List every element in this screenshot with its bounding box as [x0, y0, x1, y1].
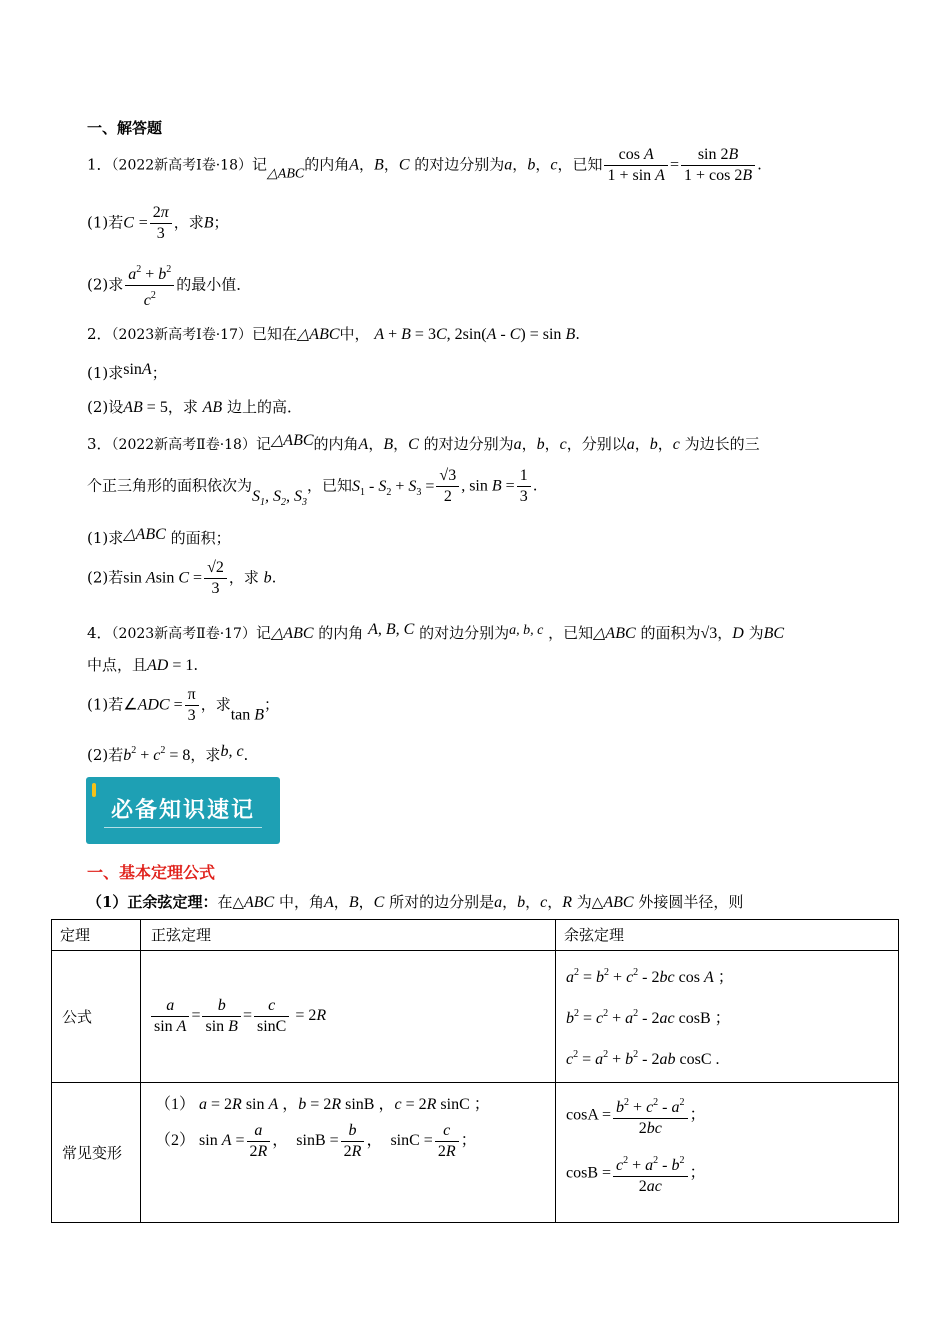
q3-text: 为边长的三	[684, 435, 760, 453]
header-theorem: 定理	[60, 926, 91, 944]
q3-triangle: △ABC	[270, 432, 314, 449]
knowledge-banner	[86, 777, 280, 844]
header-sine-law: 正弦定理	[151, 926, 212, 944]
q3-part2-suffix: ，求	[228, 568, 259, 587]
q4-part1-prefix: (1)若	[87, 695, 124, 714]
q2-part2: (2)设AB = 5，求 AB 边上的高．	[87, 398, 302, 416]
q3-part1: (1)求△ABC 的面积；	[87, 526, 231, 547]
q2-source: （2023新高考Ⅰ卷·17）	[111, 327, 252, 343]
q2-part2-suffix: 边上的高．	[226, 398, 302, 416]
cosine-law-c: $c^2 = a^2 + b^2 - 2ab$ cosC .	[566, 1049, 720, 1068]
cosine-law-b: $b^2 = c^2 + a^2 - 2ac$ cosB ；	[566, 1008, 731, 1027]
theorem-intro-text: 所对的边分别是	[389, 893, 495, 911]
theorem-intro: （1）正余弦定理：在△ABC 中，角A，B，C 所对的边分别是a，b，c，R 为△ABC 外接圆半径，则	[87, 893, 744, 911]
q3-text: 记	[255, 435, 271, 453]
q2-text: 中，	[339, 325, 370, 343]
q1-text: 的内角	[304, 155, 350, 174]
table-row-formula	[52, 951, 899, 1083]
q3-part1-prefix: (1)求	[87, 529, 124, 547]
row-variants-label: 常见变形	[62, 1144, 123, 1162]
q3-part1-suffix: 的面积；	[170, 529, 231, 547]
q4-part1-suffix: ，求	[200, 695, 231, 714]
sine-law-formula: $\frac{a}{\text{sin A}}$ = $\frac{b}{\text{sin B}}$ = $\frac{c}{\sin C}$ = 2R	[141, 996, 555, 1037]
theorem-intro-label: （1）正余弦定理：	[87, 893, 218, 911]
banner-title: 必备知识速记	[110, 798, 255, 823]
q1-source: （2022新高考Ⅰ卷·18）	[111, 157, 252, 174]
q4-text: 中点，且	[87, 656, 148, 674]
theorem-intro-text: 外接圆半径，则	[638, 893, 744, 911]
q1-formula-right: $\frac{\sin 2B}{1 + \cos 2B}$	[681, 145, 755, 186]
q3-text: ，分别以	[566, 435, 627, 453]
cos-b-variant: cosB = $\frac{c^2 + a^2 - b^2}{2ac}$ ；	[566, 1151, 888, 1197]
q3-text: 个正三角形的面积依次为	[87, 476, 253, 495]
q3-part2-prefix: (2)若	[87, 568, 124, 587]
q1-number: 1．	[87, 155, 112, 174]
q4-part2-suffix: ，求	[190, 746, 221, 764]
q1-text: ，已知	[557, 155, 603, 174]
q4-text: ，已知	[548, 624, 594, 642]
cos-a-variant: cosA = $\frac{b^2 + c^2 - a^2}{2bc}$ ；	[566, 1093, 888, 1151]
sine-law-variants	[141, 1083, 555, 1162]
q2-part2-prefix: (2)设	[87, 398, 124, 416]
q3-text: 的内角	[313, 435, 359, 453]
q3-part2: (2)若sin Asin C = $\frac{√2}{3}$ ，求 b.	[87, 559, 277, 597]
q4-text: 为	[748, 624, 764, 642]
question-1: 1．（2022新高考Ⅰ卷·18）记△ABC的内角A，B，C 的对边分别为a，b，c，已知 $\frac{\text{cos A}}{\text{1 + sin A}}$ = $\frac{\sin 2B}{1 + \cos 2B}$ .	[87, 146, 762, 184]
section-title-answers: 一、解答题	[87, 119, 163, 137]
q3-text: 的对边分别为	[423, 435, 514, 453]
row-formula-label: 公式	[62, 1008, 93, 1026]
q3-text: ，已知	[307, 476, 353, 495]
q4-text: 记	[255, 624, 271, 642]
theorem-intro-text: 为△	[576, 893, 604, 911]
theorem-intro-text: 在△	[217, 893, 244, 911]
sine-variant-1: （1） a = 2R sin A ，b = 2R sinB ，c = 2R sinC ；	[155, 1096, 490, 1113]
q4-triangle: △ABC	[270, 625, 314, 642]
banner-underline	[104, 827, 262, 828]
q1-part2-prefix: (2)求	[87, 275, 124, 294]
q1-part1: (1)若C = $\frac{2\pi}{3}$ ，求B；	[87, 204, 229, 242]
q1-part1-prefix: (1)若	[87, 213, 124, 232]
q4-part2: (2)若$b^2 + c^2 = 8$，求b, c.	[87, 743, 249, 764]
section-title-theorems: 一、基本定理公式	[87, 863, 216, 882]
cosine-law-variants	[556, 1083, 898, 1197]
cosine-law-a: $a^2 = b^2 + c^2 - 2bc$ cos A ；	[566, 967, 734, 986]
theorem-table	[51, 919, 899, 1223]
q2-part1-prefix: (1)求	[87, 364, 124, 382]
q3-line2: 个正三角形的面积依次为$S_1$, $S_2$, $S_3$，已知$S_1 - S_2 + S_3$ = $\frac{√3}{2}$ , sin B = $\frac{1}{3}$ .	[87, 467, 538, 508]
q1-formula-left: $\frac{\text{cos A}}{\text{1 + sin A}}$	[604, 145, 667, 186]
theorem-intro-text: 中，角	[279, 893, 325, 911]
q1-triangle: △ABC	[267, 166, 305, 182]
question-3: 3．（2022新高考Ⅱ卷·18）记△ABC的内角A，B，C 的对边分别为a，b，c，分别以a，b，c 为边长的三	[87, 432, 760, 453]
question-4: 4．（2023新高考Ⅱ卷·17）记△ABC 的内角 A, B, C 的对边分别为a, b, c ，已知△ABC 的面积为√3，D 为BC	[87, 621, 785, 642]
q1-part2: (2)求 $\frac{a^2 + b^2}{c^2}$ 的最小值．	[87, 260, 251, 311]
q2-number: 2．	[87, 325, 112, 343]
q2-triangle: △ABC	[297, 326, 340, 343]
q2-part1: (1)求sinA；	[87, 361, 167, 382]
q4-text: 的内角	[318, 624, 364, 642]
cosine-law-formulas	[556, 951, 898, 1082]
sine-variant-2: （2） sin A = $\frac{a}{2R}$ ， sinB = $\frac{b}{2R}$ ， sinC = $\frac{c}{2R}$ ；	[155, 1122, 477, 1160]
q4-number: 4．	[87, 624, 112, 642]
variant-1-number: （1）	[155, 1096, 196, 1113]
q3-number: 3．	[87, 435, 112, 453]
q2-text: 已知在	[251, 325, 297, 343]
q3-source: （2022新高考Ⅱ卷·18）	[111, 437, 256, 453]
q4-line2: 中点，且AD = 1.	[87, 656, 199, 674]
q1-part1-suffix: ，求	[173, 213, 204, 232]
q4-source: （2023新高考Ⅱ卷·17）	[111, 626, 256, 642]
q4-text: 的面积为	[640, 624, 701, 642]
q1-text: 的对边分别为	[414, 155, 505, 174]
q4-part1: (1)若∠ADC = $\frac{\pi}{3}$ ，求tan B；	[87, 686, 280, 724]
question-2: 2．（2023新高考Ⅰ卷·17）已知在△ABC中， A + B = 3C, 2sin(A - C) = sin B.	[87, 325, 580, 343]
q1-text: 记	[251, 155, 267, 174]
table-row-variants	[52, 1083, 899, 1223]
q4-text: 的对边分别为	[419, 624, 510, 642]
variant-2-number: （2）	[155, 1132, 196, 1150]
q4-part2-prefix: (2)若	[87, 746, 124, 764]
table-header-row	[52, 920, 899, 951]
header-cosine-law: 余弦定理	[564, 926, 625, 944]
q1-part2-suffix: 的最小值．	[176, 275, 252, 294]
